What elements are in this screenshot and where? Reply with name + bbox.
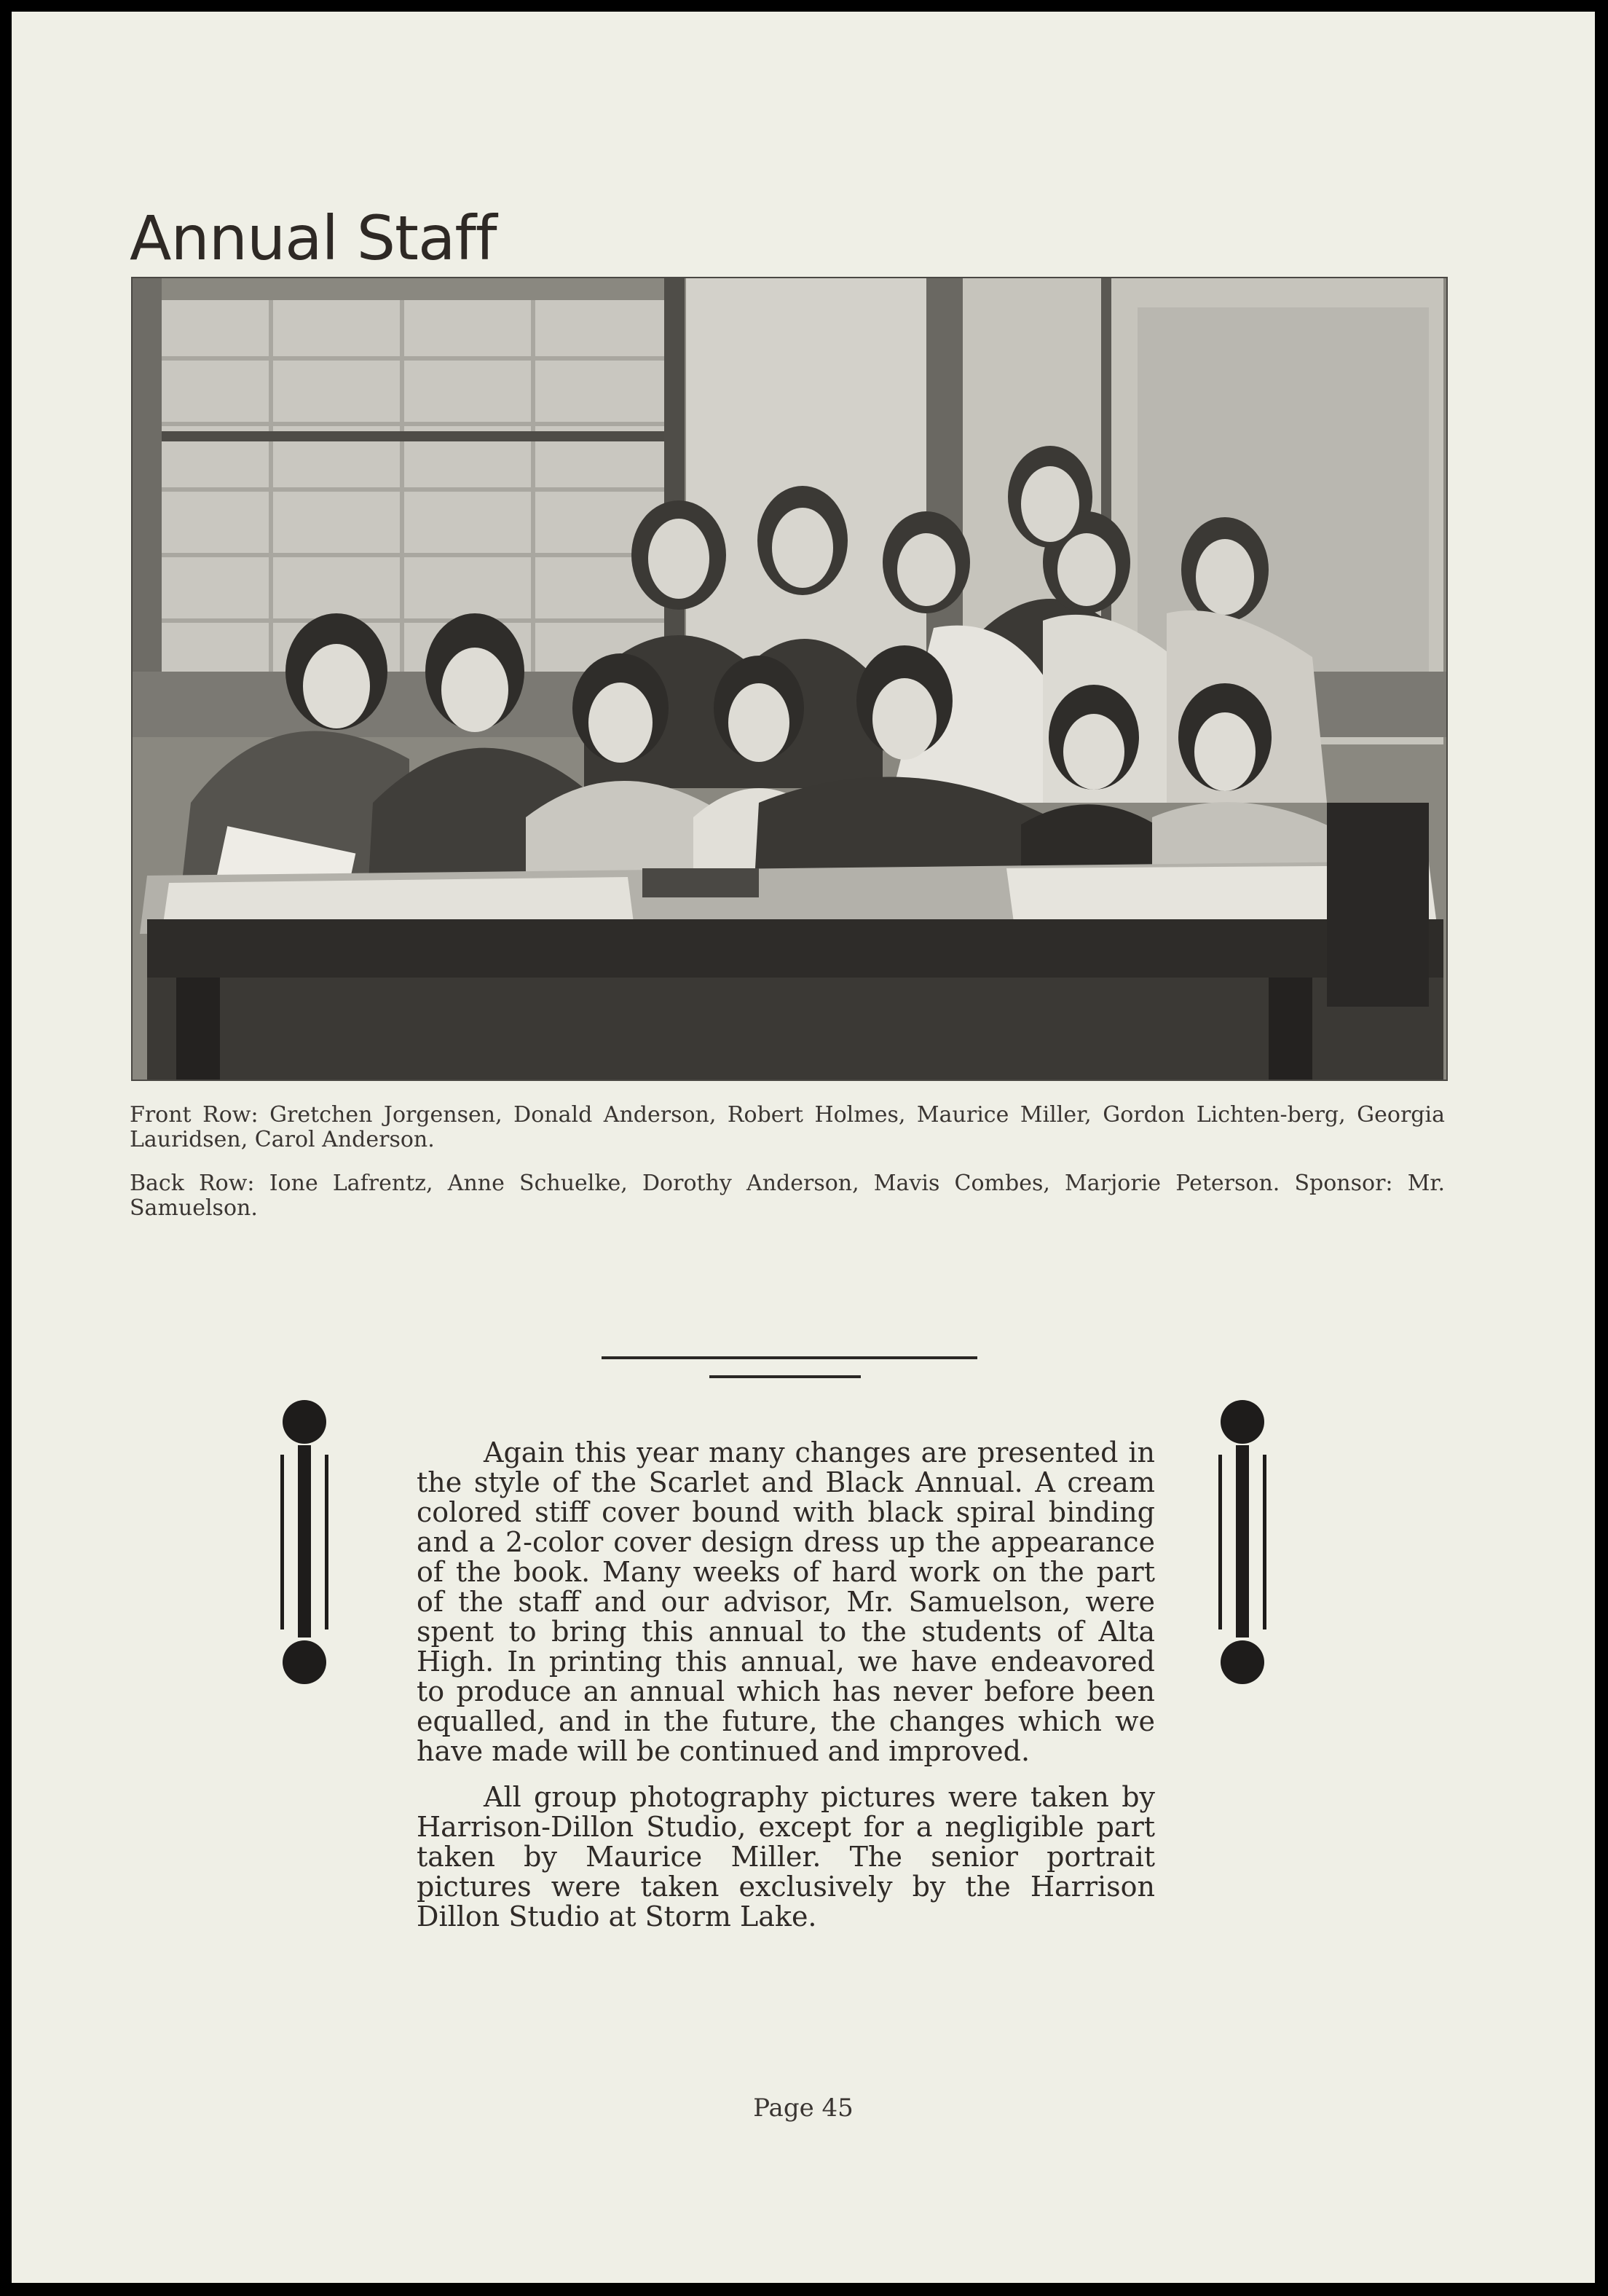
divider-rule-top bbox=[602, 1356, 977, 1359]
left-pillar-ornament bbox=[268, 1400, 341, 1684]
annual-description bbox=[417, 1438, 1155, 1948]
paragraph-photography: All group photography pictures were taken by Harrison-Dillon Studio, except for a negligible part taken by Maurice Miller. The senior portrait pictures were taken exclusively by the Harrison Dillon Studio at Storm Lake. bbox=[417, 1781, 1155, 1933]
page-title: Annual Staff bbox=[130, 203, 497, 274]
right-pillar-ornament bbox=[1206, 1400, 1279, 1684]
page-number: Page 45 bbox=[753, 2093, 854, 2123]
front-row-caption: Front Row: Gretchen Jorgensen, Donald Anderson, Robert Holmes, Maurice Miller, Gordon Lichten-berg, Georgia Lauridsen, Carol Anderson. bbox=[130, 1102, 1445, 1152]
back-row-caption: Back Row: Ione Lafrentz, Anne Schuelke, Dorothy Anderson, Mavis Combes, Marjorie Peterson. Sponsor: Mr. Samuelson. bbox=[130, 1171, 1445, 1221]
divider-rule-bottom bbox=[709, 1375, 861, 1378]
paragraph-changes: Again this year many changes are presented in the style of the Scarlet and Black Annual. A cream colored stiff cover bound with black spiral binding and a 2-color cover design dress up the appearance of the book. Many weeks of hard work on the part of the staff and our advisor, Mr. Samuelson, were spent to bring this annual to the students of Alta High. In printing this annual, we have endeavored to produce an annual which has never before been equalled, and in the future, the changes which we have made will be continued and improved. bbox=[417, 1436, 1155, 1767]
staff-group-photo bbox=[131, 277, 1448, 1081]
yearbook-page bbox=[12, 12, 1595, 2283]
